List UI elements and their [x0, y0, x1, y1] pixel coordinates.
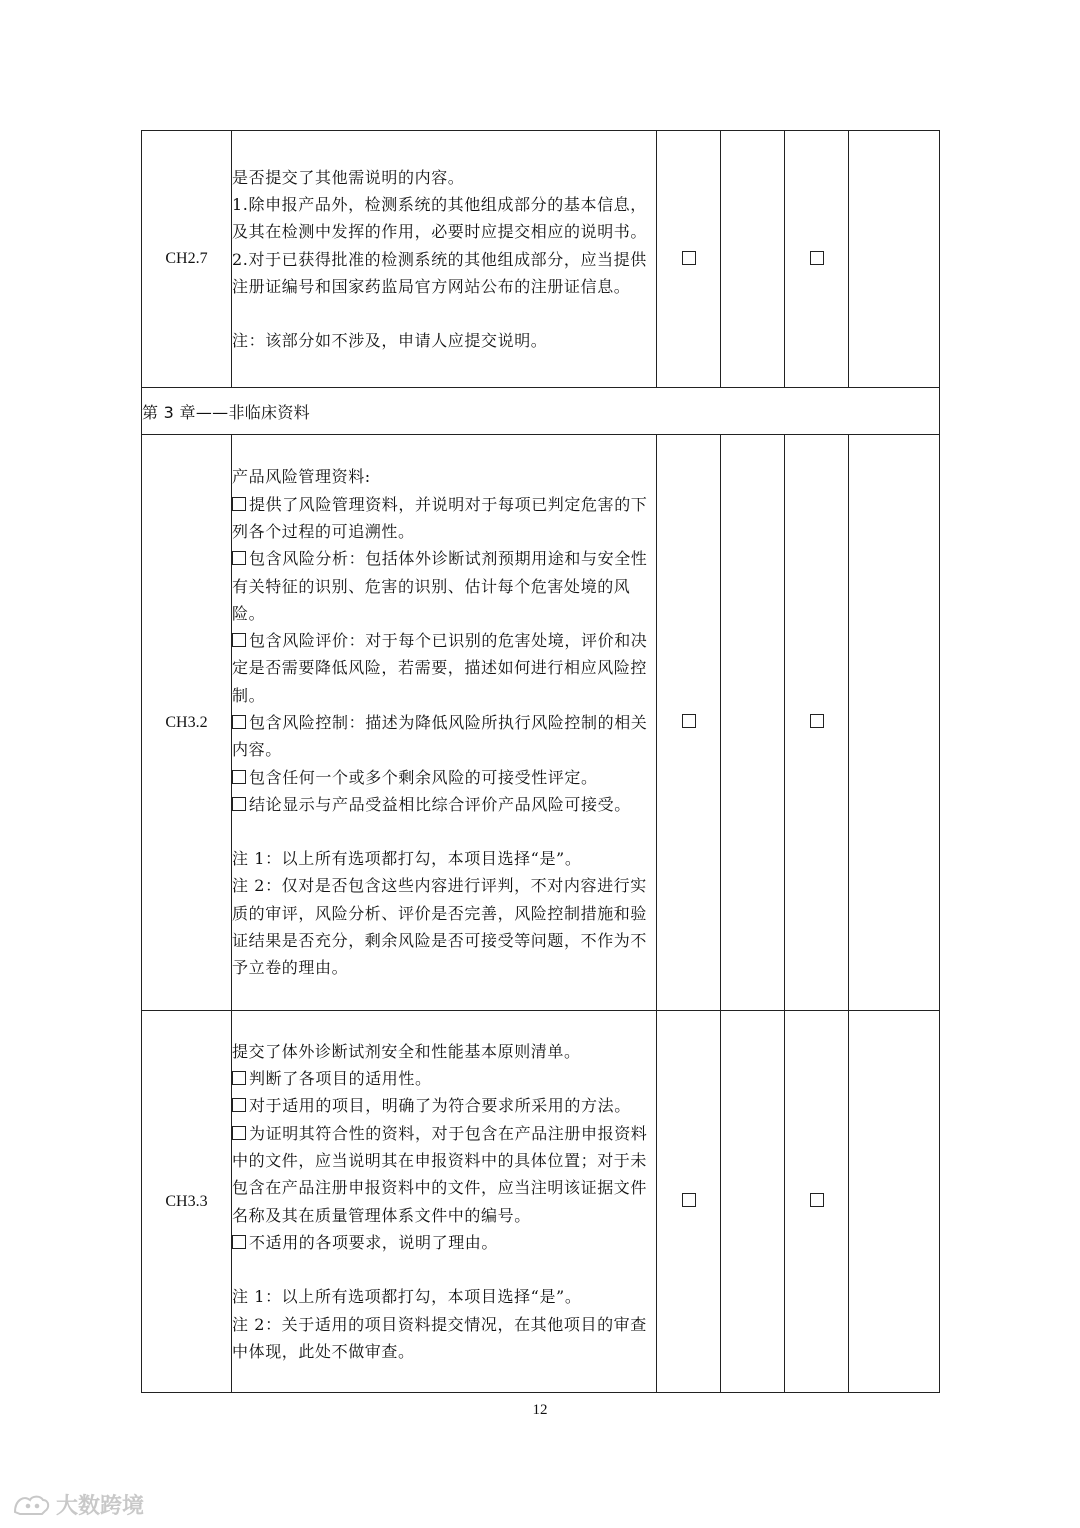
- no-checkbox-cell[interactable]: [785, 1011, 849, 1393]
- line-text: 2.对于已获得批准的检测系统的其他组成部分，应当提供注册证编号和国家药监局官方网站公布的注册证信息。: [232, 249, 647, 296]
- remarks-cell: [849, 131, 940, 388]
- checkbox-item: [232, 491, 656, 546]
- line-text: 不适用的各项要求，说明了理由。: [249, 1232, 499, 1252]
- checkbox-icon[interactable]: [682, 251, 696, 265]
- no-checkbox-cell[interactable]: [785, 131, 849, 388]
- checkbox-icon[interactable]: [232, 715, 246, 729]
- note-text: [232, 845, 656, 872]
- line-text: 1.除申报产品外，检测系统的其他组成部分的基本信息，及其在检测中发挥的作用，必要时应提交相应的说明书。: [232, 194, 648, 242]
- line-text: 包含风险评价：对于每个已识别的危害处境，评价和决定是否需要降低风险，若需要，描述如何进行相应风险控制。: [232, 631, 648, 705]
- watermark-logo-icon: [12, 1492, 52, 1518]
- line-text: 注 1：以上所有选项都打勾，本项目选择“是”。: [232, 849, 582, 869]
- checkbox-item: [232, 764, 656, 791]
- blank-line: [232, 818, 656, 845]
- checkbox-icon[interactable]: [810, 251, 824, 265]
- line-text: 注 2：关于适用的项目资料提交情况，在其他项目的审查中体现，此处不做审查。: [232, 1314, 647, 1361]
- table-row-ch3-2: [142, 435, 940, 1011]
- checkbox-item: [232, 709, 656, 764]
- note-text: [232, 872, 656, 981]
- table-row-ch3-3: [142, 1011, 940, 1393]
- checkbox-item: [232, 1120, 656, 1229]
- description-text: [232, 191, 656, 246]
- item-id: CH2.7: [142, 131, 232, 388]
- no-checkbox-cell[interactable]: [785, 435, 849, 1011]
- description-text: [232, 246, 656, 301]
- item-description: [232, 131, 657, 388]
- empty-cell: [721, 131, 785, 388]
- checkbox-item: [232, 1092, 656, 1119]
- checkbox-item: [232, 627, 656, 709]
- yes-checkbox-cell[interactable]: [657, 1011, 721, 1393]
- checkbox-icon[interactable]: [810, 1193, 824, 1207]
- checkbox-icon[interactable]: [682, 1193, 696, 1207]
- note-text: [232, 1311, 656, 1366]
- line-text: 注 2：仅对是否包含这些内容进行评判，不对内容进行实质的审评，风险分析、评价是否完善，风险控制措施和验证结果是否充分，剩余风险是否可接受等问题，不作为不予立卷的理由。: [232, 876, 648, 978]
- item-description: [232, 1011, 657, 1393]
- item-id: CH3.2: [142, 435, 232, 1011]
- yes-checkbox-cell[interactable]: [657, 131, 721, 388]
- note-text: [232, 1283, 656, 1310]
- line-text: 判断了各项目的适用性。: [249, 1069, 432, 1089]
- description-text: [232, 164, 656, 191]
- line-text: 注：该部分如不涉及，申请人应提交说明。: [232, 331, 548, 351]
- checkbox-icon[interactable]: [232, 633, 246, 647]
- line-text: 对于适用的项目，明确了为符合要求所采用的方法。: [249, 1096, 631, 1116]
- checkbox-icon[interactable]: [232, 797, 246, 811]
- checkbox-icon[interactable]: [232, 1098, 246, 1112]
- checkbox-icon[interactable]: [232, 770, 246, 784]
- line-text: 产品风险管理资料:: [232, 467, 371, 487]
- blank-line: [232, 1256, 656, 1283]
- yes-checkbox-cell[interactable]: [657, 435, 721, 1011]
- blank-line: [232, 300, 656, 327]
- line-text: 注 1：以上所有选项都打勾，本项目选择“是”。: [232, 1287, 582, 1307]
- checkbox-icon[interactable]: [682, 714, 696, 728]
- line-text: 结论显示与产品受益相比综合评价产品风险可接受。: [249, 794, 631, 814]
- checkbox-icon[interactable]: [232, 497, 246, 511]
- table-row-ch2-7: [142, 131, 940, 388]
- checkbox-item: [232, 791, 656, 818]
- line-text: 包含任何一个或多个剩余风险的可接受性评定。: [249, 767, 598, 787]
- item-description: [232, 435, 657, 1011]
- line-text: 是否提交了其他需说明的内容。: [232, 167, 465, 187]
- line-text: 包含风险控制：描述为降低风险所执行风险控制的相关内容。: [232, 713, 648, 760]
- description-text: [232, 1038, 656, 1065]
- checkbox-icon[interactable]: [232, 551, 246, 565]
- checkbox-item: [232, 1229, 656, 1256]
- line-text: 为证明其符合性的资料，对于包含在产品注册申报资料中的文件，应当说明其在申报资料中的具体位置；对于未包含在产品注册申报资料中的文件，应当注明该证据文件名称及其在质量管理体系文件中的编号。: [232, 1123, 648, 1225]
- chapter-row: [142, 388, 940, 435]
- chapter-title: 第 3 章——非临床资料: [142, 388, 940, 435]
- remarks-cell: [849, 435, 940, 1011]
- line-text: 提供了风险管理资料，并说明对于每项已判定危害的下列各个过程的可追溯性。: [232, 494, 648, 541]
- empty-cell: [721, 1011, 785, 1393]
- note-text: [232, 327, 656, 354]
- description-text: [232, 463, 656, 490]
- checkbox-item: [232, 545, 656, 627]
- line-text: 包含风险分析：包括体外诊断试剂预期用途和与安全性有关特征的识别、危害的识别、估计每个危害处境的风险。: [232, 549, 648, 623]
- watermark-text: 大数跨境: [56, 1494, 145, 1519]
- checkbox-icon[interactable]: [232, 1235, 246, 1249]
- remarks-cell: [849, 1011, 940, 1393]
- item-id: CH3.3: [142, 1011, 232, 1393]
- line-text: 提交了体外诊断试剂安全和性能基本原则清单。: [232, 1041, 581, 1061]
- watermark: [12, 1489, 144, 1520]
- checkbox-item: [232, 1065, 656, 1092]
- review-checklist-table: [141, 130, 940, 1393]
- page-number: 12: [532, 1402, 548, 1418]
- empty-cell: [721, 435, 785, 1011]
- checkbox-icon[interactable]: [232, 1126, 246, 1140]
- checkbox-icon[interactable]: [810, 714, 824, 728]
- checkbox-icon[interactable]: [232, 1071, 246, 1085]
